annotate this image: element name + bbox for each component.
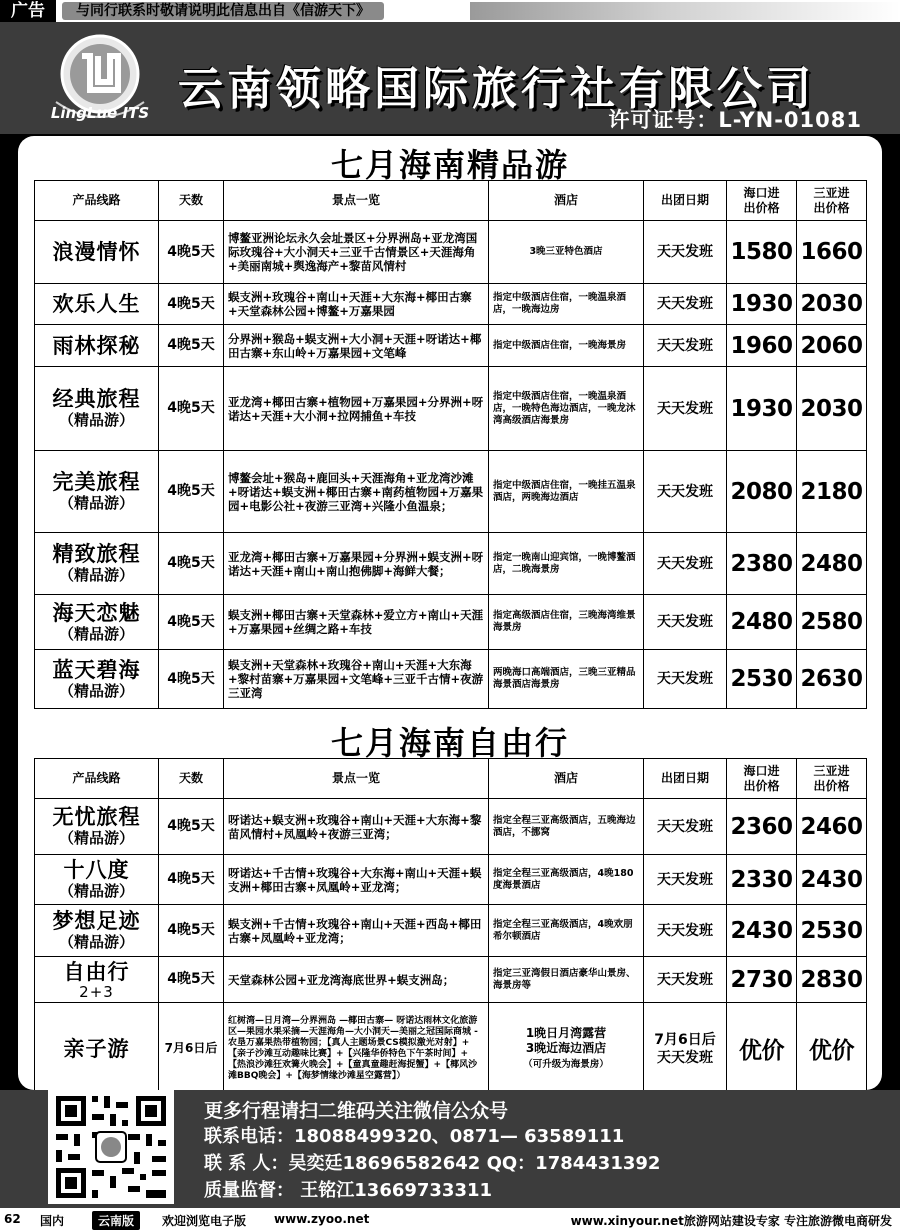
route-hotel: 指定中级酒店住宿，一晚挂五温泉酒店，两晚海边酒店 <box>489 451 644 533</box>
table-row <box>35 957 867 1003</box>
route-spots: 蜈支洲+天堂森林+玫瑰谷+南山+天涯+大东海+黎村苗寨+万嘉果园+文笔峰+三亚千古情+夜游三亚湾 <box>224 650 489 709</box>
route-hotel: 指定一晚南山迎宾馆，一晚博鳌酒店，二晚海景房 <box>489 533 644 595</box>
col-sanya-price: 三亚进 出价格 <box>797 759 867 799</box>
haikou-price: 2380 <box>727 533 797 595</box>
table-row <box>35 650 867 709</box>
sanya-price: 2030 <box>797 284 867 325</box>
table-row <box>35 325 867 367</box>
section2-title: 七月海南自由行 <box>330 724 569 762</box>
route-name: 无忧旅程 （精品游） <box>35 799 159 855</box>
route-days: 4晚5天 <box>159 221 224 284</box>
route-hotel: 指定全程三亚高级酒店，4晚180度海景酒店 <box>489 855 644 905</box>
route-hotel: 指定全程三亚高级酒店，4晚欢朋希尔顿酒店 <box>489 905 644 957</box>
table-row <box>35 367 867 451</box>
table-row <box>35 595 867 650</box>
route-spots: 博鳌会址+猴岛+鹿回头+天涯海角+亚龙湾沙滩+呀诺达+蜈支洲+椰田古寨+南药植物园+万嘉果园+电影公社+夜游三亚湾+兴隆小鱼温泉； <box>224 451 489 533</box>
route-days: 4晚5天 <box>159 855 224 905</box>
company-header <box>0 22 900 134</box>
col-days: 天数 <box>159 759 224 799</box>
route-days: 4晚5天 <box>159 905 224 957</box>
route-days: 4晚5天 <box>159 325 224 367</box>
edition-label: 云南版 <box>92 1211 140 1230</box>
route-hotel: 3晚三亚特色酒店 <box>489 221 644 284</box>
table-row <box>35 221 867 284</box>
table-row <box>35 905 867 957</box>
route-spots: 蜈支洲+玫瑰谷+南山+天涯+大东海+椰田古寨+天堂森林公园+博鳌+万嘉果园 <box>224 284 489 325</box>
section1-table <box>34 180 867 709</box>
bottom-strip <box>0 1208 900 1230</box>
route-days: 4晚5天 <box>159 367 224 451</box>
sanya-price: 2460 <box>797 799 867 855</box>
main-panel <box>18 136 882 1090</box>
table-row <box>35 533 867 595</box>
col-haikou-price: 海口进 出价格 <box>727 759 797 799</box>
route-name: 自由行 2+3 <box>35 957 159 1003</box>
route-date: 天天发班 <box>644 221 727 284</box>
route-name: 雨林探秘 <box>35 325 159 367</box>
contact-phone: 联系电话：18088499320、0871— 63589111 <box>204 1126 625 1147</box>
company-name: 云南领略国际旅行社有限公司 <box>178 62 816 115</box>
route-date: 天天发班 <box>644 799 727 855</box>
route-name: 亲子游 <box>35 1003 159 1095</box>
route-name: 海天恋魅 （精品游） <box>35 595 159 650</box>
route-days: 4晚5天 <box>159 284 224 325</box>
top-notice-bar <box>0 0 900 22</box>
route-spots: 呀诺达+千古情+玫瑰谷+大东海+南山+天涯+蜈支洲+椰田古寨+凤凰岭+亚龙湾； <box>224 855 489 905</box>
route-name: 浪漫情怀 <box>35 221 159 284</box>
haikou-price: 2330 <box>727 855 797 905</box>
table-header-row <box>35 181 867 221</box>
col-route: 产品线路 <box>35 759 159 799</box>
route-name: 十八度 （精品游） <box>35 855 159 905</box>
section1-title: 七月海南精品游 <box>330 146 569 184</box>
sanya-price: 2530 <box>797 905 867 957</box>
sanya-price: 2480 <box>797 533 867 595</box>
sanya-price: 2430 <box>797 855 867 905</box>
sanya-price: 2830 <box>797 957 867 1003</box>
quality-supervisor: 质量监督： 王铭江13669733311 <box>204 1180 493 1201</box>
company-logo-icon <box>38 32 162 130</box>
sanya-price: 2630 <box>797 650 867 709</box>
route-days: 4晚5天 <box>159 650 224 709</box>
col-spots: 景点一览 <box>224 759 489 799</box>
source-notice: 与同行联系时敬请说明此信息出自《信游天下》 <box>62 2 384 20</box>
route-hotel: 指定中级酒店住宿，一晚温泉酒店，一晚海边房 <box>489 284 644 325</box>
table-row <box>35 284 867 325</box>
sanya-price: 2060 <box>797 325 867 367</box>
route-date: 天天发班 <box>644 367 727 451</box>
haikou-price: 2730 <box>727 957 797 1003</box>
route-date: 天天发班 <box>644 284 727 325</box>
haikou-price: 优价 <box>727 1003 797 1095</box>
sanya-price: 2580 <box>797 595 867 650</box>
table-header-row <box>35 759 867 799</box>
table-row <box>35 799 867 855</box>
route-spots: 天堂森林公园+亚龙湾海底世界+蜈支洲岛； <box>224 957 489 1003</box>
route-hotel: 指定全程三亚高级酒店，五晚海边酒店，不挪窝 <box>489 799 644 855</box>
haikou-price: 1960 <box>727 325 797 367</box>
route-spots: 博鳌亚洲论坛永久会址景区+分界洲岛+亚龙湾国际玫瑰谷+大小洞天+三亚千古情景区+天涯海角+美丽南城+舆逸海产+黎苗风情村 <box>224 221 489 284</box>
welcome-text: 欢迎浏览电子版 <box>162 1214 247 1228</box>
route-name: 完美旅程 （精品游） <box>35 451 159 533</box>
contact-footer <box>0 1090 900 1208</box>
sanya-price: 优价 <box>797 1003 867 1095</box>
haikou-price: 2080 <box>727 451 797 533</box>
col-hotel: 酒店 <box>489 759 644 799</box>
table-row <box>35 855 867 905</box>
site-link[interactable]: www.zyoo.net <box>274 1212 370 1226</box>
route-date: 天天发班 <box>644 855 727 905</box>
route-date: 天天发班 <box>644 533 727 595</box>
route-date: 天天发班 <box>644 595 727 650</box>
route-days: 4晚5天 <box>159 799 224 855</box>
haikou-price: 2530 <box>727 650 797 709</box>
haikou-price: 1930 <box>727 284 797 325</box>
route-name: 梦想足迹 （精品游） <box>35 905 159 957</box>
table-row <box>35 451 867 533</box>
route-spots: 蜈支洲+椰田古寨+天堂森林+爱立方+南山+天涯+万嘉果园+丝绸之路+车技 <box>224 595 489 650</box>
sanya-price: 1660 <box>797 221 867 284</box>
route-hotel: 指定中级酒店住宿，一晚温泉酒店，一晚特色海边酒店，一晚龙沐湾高级酒店海景房 <box>489 367 644 451</box>
haikou-price: 2430 <box>727 905 797 957</box>
col-hotel: 酒店 <box>489 181 644 221</box>
route-name: 蓝天碧海 （精品游） <box>35 650 159 709</box>
route-hotel: 1晚日月湾露营 3晚近海边酒店 （可升级为海景房） <box>489 1003 644 1095</box>
col-departure: 出团日期 <box>644 759 727 799</box>
route-date: 天天发班 <box>644 905 727 957</box>
svg-text:LingLue ITS: LingLue ITS <box>50 104 150 122</box>
route-spots: 分界洲+猴岛+蜈支洲+大小洞+天涯+呀诺达+椰田古寨+东山岭+万嘉果园+文笔峰 <box>224 325 489 367</box>
section2-table <box>34 758 867 1095</box>
route-days: 4晚5天 <box>159 595 224 650</box>
ad-label: 广告 <box>0 0 56 22</box>
route-days: 7月6日后 <box>159 1003 224 1095</box>
route-hotel: 指定高级酒店住宿，三晚海湾维景海景房 <box>489 595 644 650</box>
route-days: 4晚5天 <box>159 451 224 533</box>
haikou-price: 2360 <box>727 799 797 855</box>
license-number: 许可证号：L-YN-01081 <box>608 108 862 132</box>
route-name: 欢乐人生 <box>35 284 159 325</box>
haikou-price: 1580 <box>727 221 797 284</box>
notice-fade-decoration <box>470 2 900 20</box>
col-sanya-price: 三亚进 出价格 <box>797 181 867 221</box>
col-haikou-price: 海口进 出价格 <box>727 181 797 221</box>
col-route: 产品线路 <box>35 181 159 221</box>
sanya-price: 2030 <box>797 367 867 451</box>
route-date: 7月6日后 天天发班 <box>644 1003 727 1095</box>
route-date: 天天发班 <box>644 451 727 533</box>
route-date: 天天发班 <box>644 325 727 367</box>
route-days: 4晚5天 <box>159 533 224 595</box>
right-promo[interactable]: www.xinyour.net旅游网站建设专家 专注旅游微电商研发 <box>570 1214 892 1228</box>
route-spots: 蜈支洲+千古情+玫瑰谷+南山+天涯+西岛+椰田古寨+凤凰岭+亚龙湾； <box>224 905 489 957</box>
route-name: 精致旅程 （精品游） <box>35 533 159 595</box>
route-hotel: 两晚海口高端酒店，三晚三亚精品海景酒店海景房 <box>489 650 644 709</box>
route-spots: 呀诺达+蜈支洲+玫瑰谷+南山+天涯+大东海+黎苗风情村+凤凰岭+夜游三亚湾； <box>224 799 489 855</box>
col-spots: 景点一览 <box>224 181 489 221</box>
route-hotel: 指定三亚湾假日酒店豪华山景房、海景房等 <box>489 957 644 1003</box>
route-spots: 亚龙湾+椰田古寨+万嘉果园+分界洲+蜈支洲+呀诺达+天涯+南山+南山抱佛脚+海鲜大餐； <box>224 533 489 595</box>
route-name: 经典旅程 （精品游） <box>35 367 159 451</box>
page-number: 62 <box>4 1212 21 1226</box>
route-hotel: 指定中级酒店住宿，一晚海景房 <box>489 325 644 367</box>
sanya-price: 2180 <box>797 451 867 533</box>
route-spots: 红树湾—日月湾—分界洲岛 —椰田古寨— 呀诺达雨林文化旅游区—果园水果采摘—天涯海角—大小洞天—美丽之冠国际商城 - 农垦万嘉果热带植物园；【真人主题场景CS模拟激光对射】+【亲子沙滩互动趣味比赛】+【兴隆华侨特色下午茶时间】+【热浪沙滩狂欢篝火晚会】+【童真童趣赶海捉蟹】+【椰风沙滩BBQ晚会】+【海梦情缘沙滩星空露营】） <box>224 1003 489 1095</box>
qr-code-icon[interactable] <box>48 1090 174 1204</box>
region-label: 国内 <box>40 1214 65 1228</box>
table-row-special <box>35 1003 867 1095</box>
col-departure: 出团日期 <box>644 181 727 221</box>
qr-prompt: 更多行程请扫二维码关注微信公众号 <box>204 1100 509 1122</box>
haikou-price: 2480 <box>727 595 797 650</box>
route-spots: 亚龙湾+椰田古寨+植物园+万嘉果园+分界洲+呀诺达+天涯+大小洞+拉网捕鱼+车技 <box>224 367 489 451</box>
route-date: 天天发班 <box>644 650 727 709</box>
route-days: 4晚5天 <box>159 957 224 1003</box>
route-date: 天天发班 <box>644 957 727 1003</box>
haikou-price: 1930 <box>727 367 797 451</box>
contact-person: 联 系 人：吴奕廷18696582642 QQ：1784431392 <box>204 1153 661 1174</box>
col-days: 天数 <box>159 181 224 221</box>
